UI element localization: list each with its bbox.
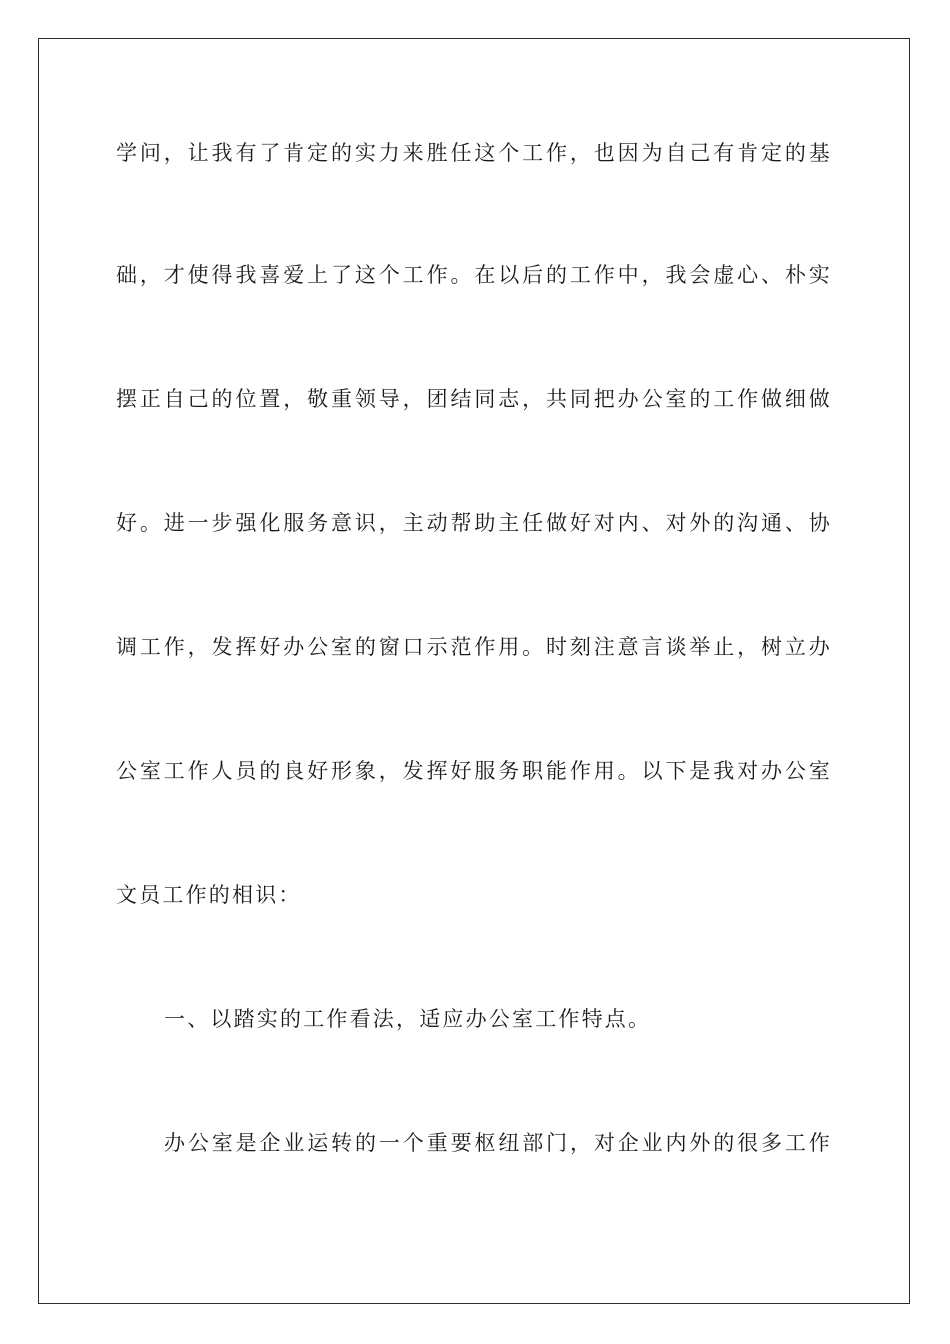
body-text-line: 好。进一步强化服务意识，主动帮助主任做好对内、对外的沟通、协 [116,511,832,535]
body-text-line: 础，才使得我喜爱上了这个工作。在以后的工作中，我会虚心、朴实 [116,263,832,287]
body-text-line: 调工作，发挥好办公室的窗口示范作用。时刻注意言谈举止，树立办 [116,635,832,659]
page-border [38,38,910,1304]
section-heading: 一、以踏实的工作看法，适应办公室工作特点。 [164,1007,652,1031]
body-text-line: 文员工作的相识： [116,883,302,907]
body-text-line: 摆正自己的位置，敬重领导，团结同志，共同把办公室的工作做细做 [116,387,832,411]
body-text-line: 办公室是企业运转的一个重要枢纽部门，对企业内外的很多工作 [164,1131,832,1155]
body-text-line: 公室工作人员的良好形象，发挥好服务职能作用。以下是我对办公室 [116,759,832,783]
body-text-line: 学问，让我有了肯定的实力来胜任这个工作，也因为自己有肯定的基 [116,141,832,165]
